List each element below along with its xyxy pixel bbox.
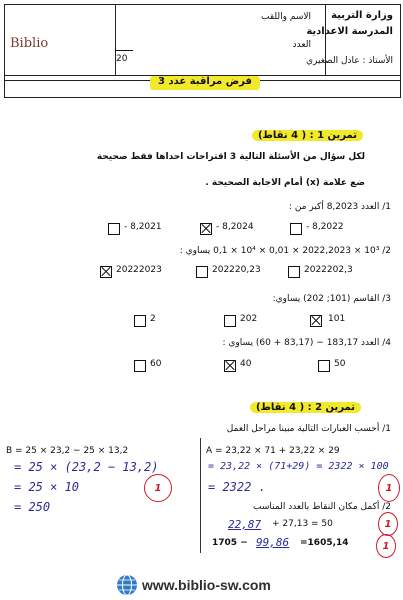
q4-option: 40 — [240, 359, 252, 369]
fill-value: 99,86 — [256, 536, 290, 549]
q2-option: 20222023 — [116, 265, 162, 275]
work-line: = 25 × 10 — [14, 480, 80, 494]
expression-a: A = 23,22 × 71 + 23,22 × 29 — [206, 446, 340, 456]
q2-text: 2/ 10³ × 2022,2023 × 0,01 × 10⁴ × 0,1 يساوي : — [179, 246, 391, 256]
q4-option: 50 — [334, 359, 346, 369]
equation-2-right: =1605,14 — [300, 538, 349, 548]
work-line: = 250 — [14, 500, 51, 514]
equation-1: + 27,13 = 50 — [272, 519, 333, 529]
q1-option: - 8,2022 — [306, 222, 344, 232]
footer-watermark — [0, 572, 403, 600]
fill-value: 22,87 — [228, 518, 262, 531]
checkbox[interactable] — [290, 223, 302, 235]
grade-label: العدد — [292, 40, 311, 50]
page-title: فرض مراقبة عدد 3 — [150, 76, 260, 90]
checkbox[interactable] — [224, 315, 236, 327]
expression-b: B = 25 × 23,2 − 25 × 13,2 — [6, 446, 129, 456]
teacher-label: الأستاذ : عادل الصغيري — [305, 56, 393, 66]
ex2-title: تمرين 2 : ( 4 نقاط) — [250, 402, 361, 413]
globe-icon — [116, 574, 138, 596]
q3-text: 3/ القاسم (101; 202) يساوي: — [272, 294, 391, 304]
score-mark: 1 — [378, 512, 398, 536]
checkbox[interactable] — [196, 266, 208, 278]
grade-fraction-bar — [115, 50, 133, 51]
checkbox[interactable] — [288, 266, 300, 278]
logo-text: Biblio — [10, 36, 49, 51]
logo — [10, 36, 70, 60]
ex1-instruction-1: لكل سؤال من الأسئلة التالية 3 اقتراحات احداها فقط صحيحة — [96, 152, 365, 162]
checkbox[interactable] — [134, 360, 146, 372]
q1-option: - 8,2021 — [124, 222, 162, 232]
ex2-q1-text: 1/ أحسب العبارات التالية مبينا مراحل العمل — [226, 424, 391, 434]
name-label: الاسم واللقب — [261, 12, 311, 22]
work-line: = 23,22 × (71+29) = 2322 × 100 — [208, 461, 389, 472]
score-mark: 1 — [376, 534, 396, 558]
school-label: المدرسة الاعدادية — [306, 26, 393, 37]
watermark-url: www.biblio-sw.com — [142, 577, 271, 593]
ex1-instruction-2: ضع علامة (x) أمام الاجابة الصحيحة . — [205, 178, 365, 188]
ex2-q2-text: 2/ أكمل مكان النقاط بالعدد المناسب — [253, 502, 391, 512]
score-mark: 1 — [378, 474, 400, 502]
q3-option: 2 — [150, 314, 156, 324]
checkbox[interactable] — [134, 315, 146, 327]
q1-option: - 8,2024 — [216, 222, 254, 232]
checkbox-checked[interactable] — [100, 266, 112, 278]
q4-option: 60 — [150, 359, 162, 369]
q3-option: 101 — [328, 314, 346, 324]
divider — [115, 5, 116, 75]
grade-total: 20 — [116, 54, 128, 64]
checkbox-checked[interactable] — [310, 315, 322, 327]
score-mark: 1 — [144, 474, 172, 502]
q4-text: 4/ العدد 183,17 − (83,17 + 60) يساوي : — [222, 338, 391, 348]
checkbox[interactable] — [108, 223, 120, 235]
equation-2-left: 1705 − — [212, 538, 248, 548]
q3-option: 202 — [240, 314, 258, 324]
checkbox-checked[interactable] — [224, 360, 236, 372]
work-line: = 2322 . — [208, 480, 266, 494]
q1-text: 1/ العدد 8,2023 أكبر من : — [288, 202, 391, 212]
checkbox[interactable] — [318, 360, 330, 372]
ex1-title: تمرين 1 : ( 4 نقاط) — [252, 130, 363, 141]
checkbox-checked[interactable] — [200, 223, 212, 235]
ministry-label: وزارة التربية — [331, 10, 393, 21]
vertical-separator — [200, 438, 201, 553]
q2-option: 2022202,3 — [304, 265, 353, 275]
work-line: = 25 × (23,2 − 13,2) — [14, 460, 159, 474]
q2-option: 202220,23 — [212, 265, 261, 275]
